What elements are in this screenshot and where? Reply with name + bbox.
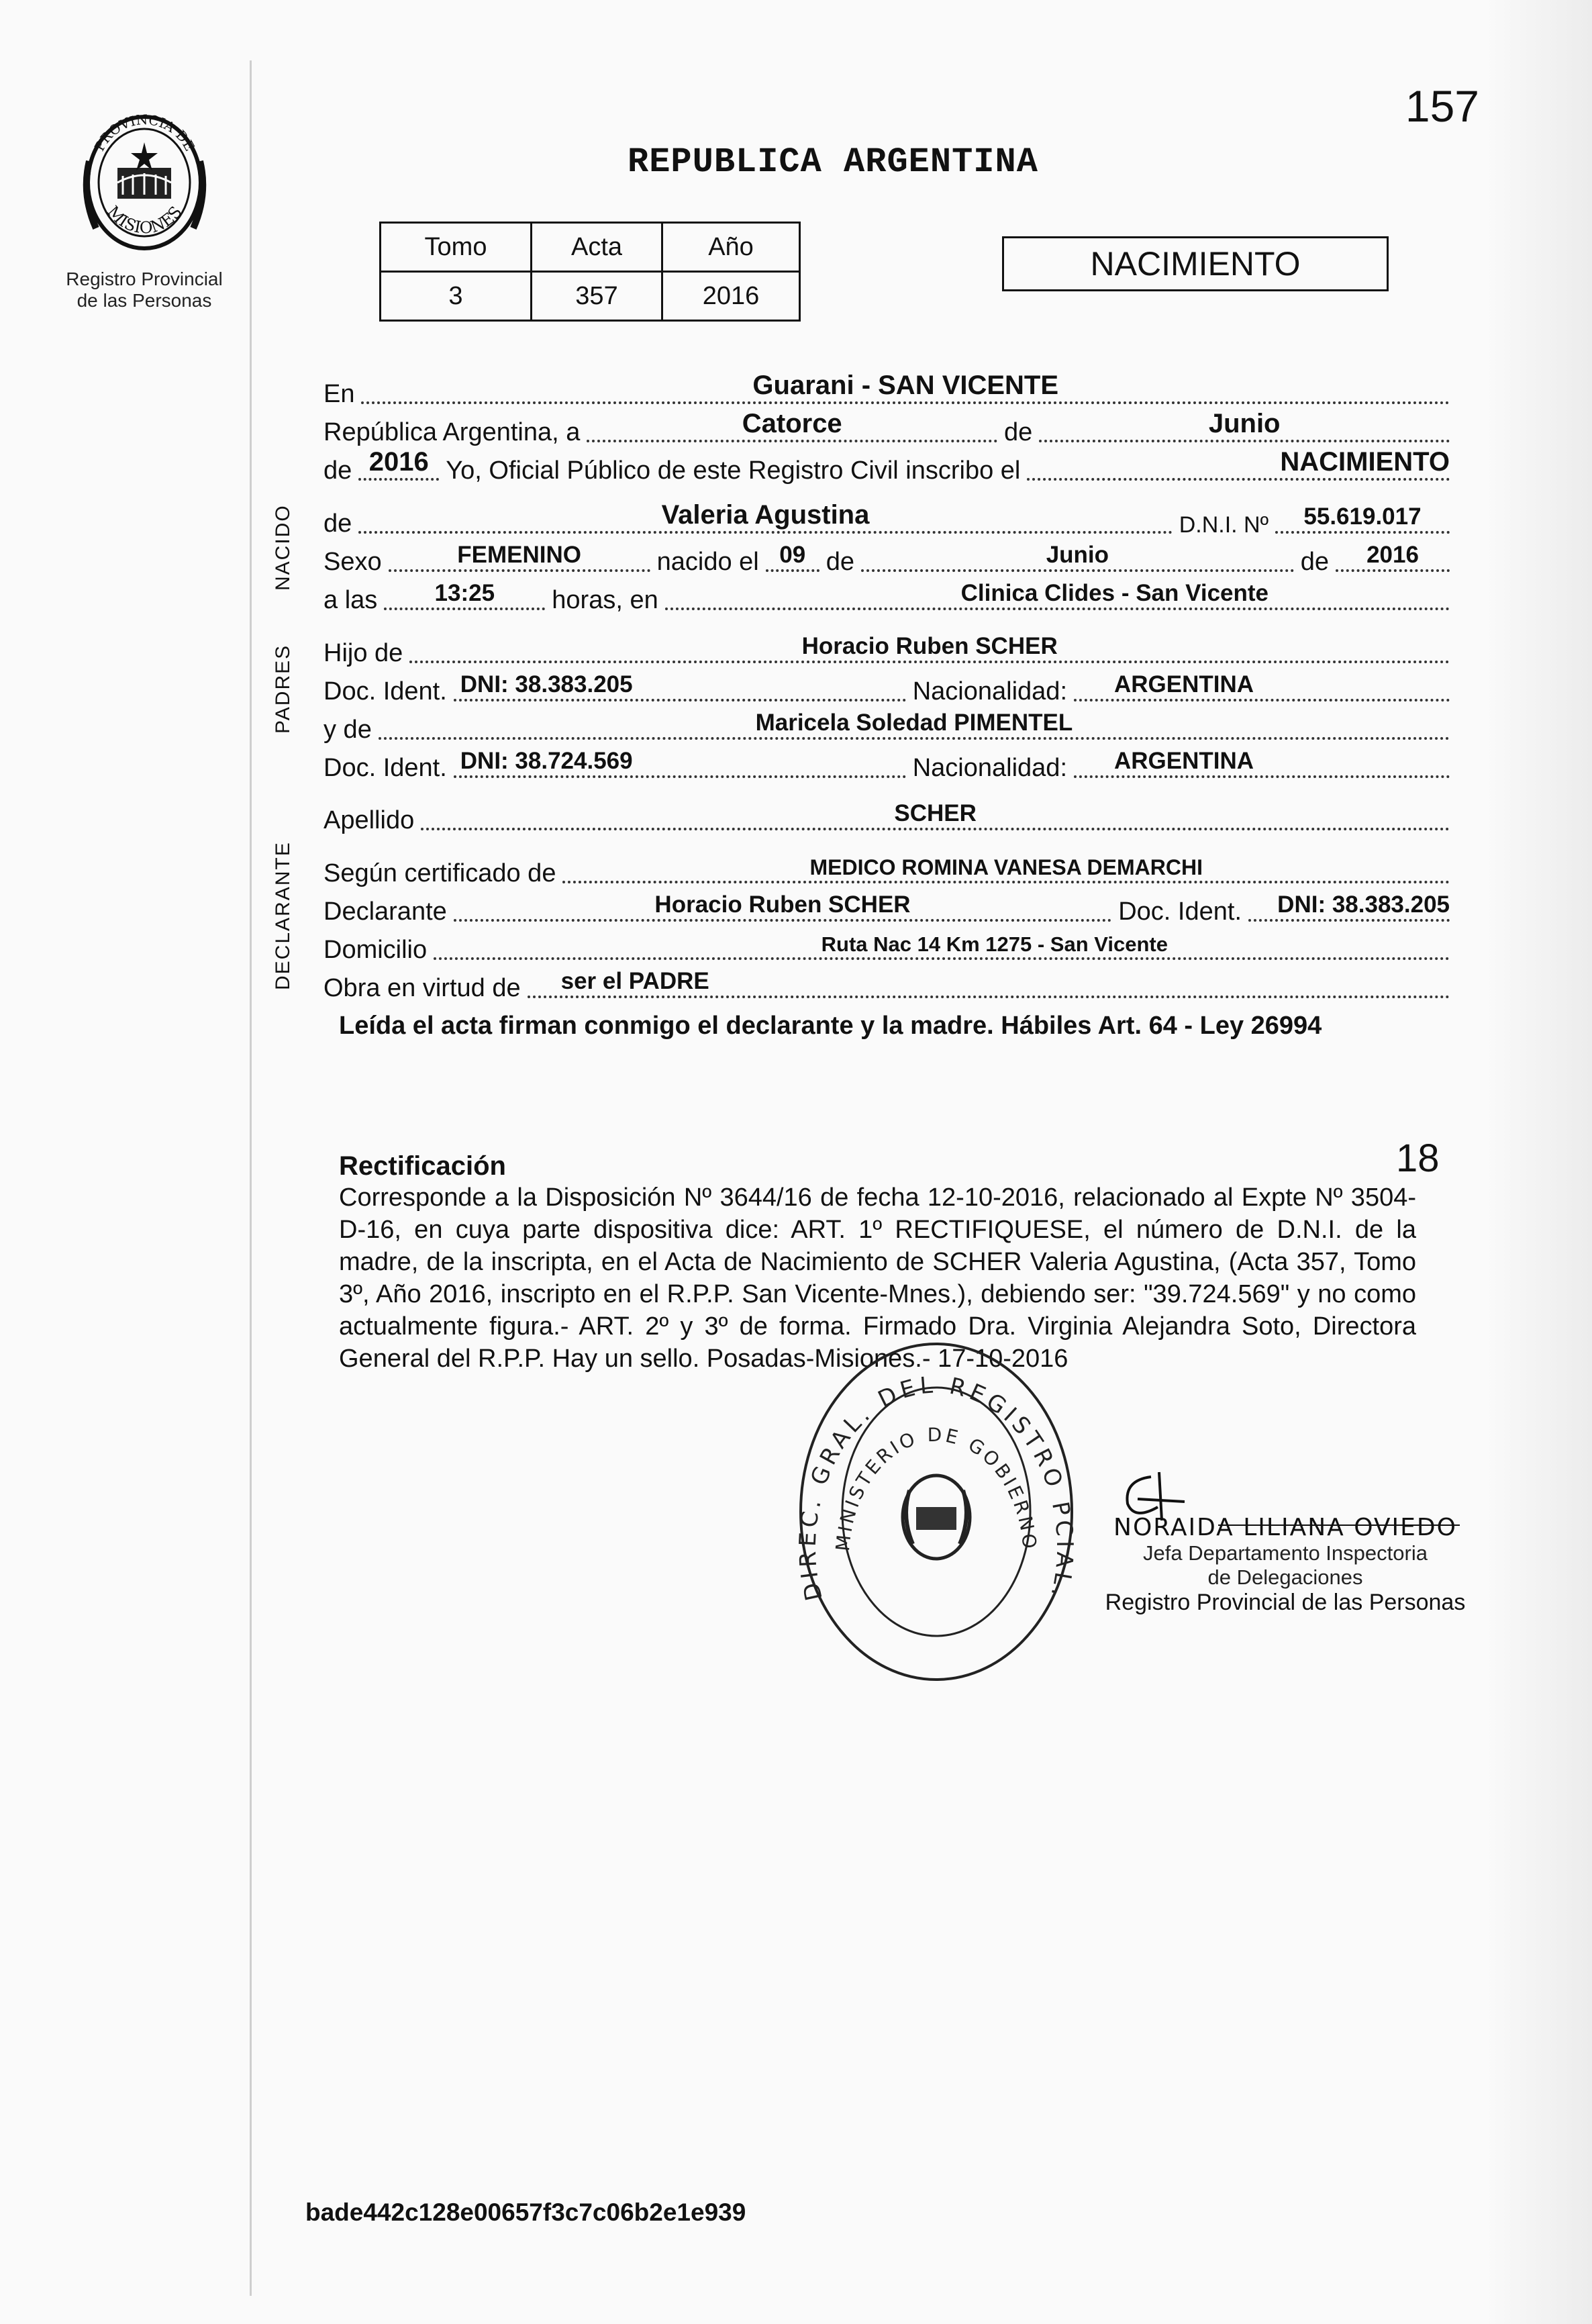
declarante-doc-label: Doc. Ident. xyxy=(1118,898,1242,926)
en-field xyxy=(361,371,1450,404)
certificado-field xyxy=(562,857,1450,883)
hijo-label: Hijo de xyxy=(324,639,403,667)
signer-department: de Delegaciones xyxy=(1207,1565,1363,1589)
official-stamp-icon xyxy=(789,1336,1084,1685)
section-label-declarante: DECLARANTE xyxy=(272,841,294,990)
inscribo-value: NACIMIENTO xyxy=(1280,447,1450,477)
form-row-domicilio xyxy=(324,926,1450,965)
hora-value: 13:25 xyxy=(434,580,495,606)
inscribo-label: Yo, Oficial Público de este Registro Civil inscribo el xyxy=(446,456,1021,485)
lugar-field xyxy=(665,580,1450,610)
mes-value: Junio xyxy=(1208,409,1281,438)
anio-value: 2016 xyxy=(662,272,800,321)
declarante-field xyxy=(454,891,1111,922)
nombre-field xyxy=(358,500,1172,534)
hora-field xyxy=(384,580,545,610)
madre-doc-value: DNI: 38.724.569 xyxy=(460,748,633,774)
svg-text:MINISTERIO DE GOBIERNO xyxy=(832,1424,1041,1552)
declarante-value: Horacio Ruben SCHER xyxy=(654,891,911,918)
padre-doc-label: Doc. Ident. xyxy=(324,677,447,706)
sexo-field xyxy=(389,542,650,572)
form-row-certificado xyxy=(324,850,1450,888)
sexo-label: Sexo xyxy=(324,548,382,576)
madre-doc-label: Doc. Ident. xyxy=(324,754,447,782)
nombre-value: Valeria Agustina xyxy=(661,500,870,530)
signature-rule xyxy=(1218,1524,1460,1526)
signer-name: NORAIDA LILIANA OVIEDO xyxy=(1113,1514,1457,1541)
seal-caption-line-1: Registro Provincial xyxy=(66,269,223,289)
record-table-header-row xyxy=(381,223,800,272)
padre-nac-field xyxy=(1074,671,1450,701)
padre-doc-value: DNI: 38.383.205 xyxy=(460,671,633,697)
form-row-inscribo xyxy=(324,447,1450,485)
form-row-padre xyxy=(324,630,1450,668)
dia-field xyxy=(587,409,997,442)
form-row-sexo xyxy=(324,538,1450,577)
record-type-box: NACIMIENTO xyxy=(1002,236,1389,291)
dni-value: 55.619.017 xyxy=(1303,503,1422,530)
apellido-value: SCHER xyxy=(894,800,977,826)
seal-caption-line-2: de las Personas xyxy=(77,290,212,311)
seal-bottom-text: MISIONES xyxy=(103,202,186,238)
acta-value: 357 xyxy=(532,272,662,321)
page-margin-line xyxy=(250,60,252,2296)
obra-value: ser el PADRE xyxy=(560,968,709,994)
domicilio-label: Domicilio xyxy=(324,936,428,964)
apellido-field xyxy=(421,800,1450,830)
segun-label: Según certificado de xyxy=(324,859,556,887)
page-edge-shadow xyxy=(1485,0,1592,2324)
domicilio-value: Ruta Nac 14 Km 1275 - San Vicente xyxy=(821,932,1168,956)
nacido-label: nacido el xyxy=(656,548,759,576)
yde-label: y de xyxy=(324,716,372,744)
document-title: REPUBLICA ARGENTINA xyxy=(628,142,1038,182)
stamp-inner-text: MINISTERIO DE GOBIERNO xyxy=(831,1423,1042,1553)
record-table xyxy=(379,222,801,322)
declarante-label: Declarante xyxy=(324,898,447,926)
nacido-mes-field xyxy=(861,542,1294,572)
anio-field xyxy=(358,447,439,481)
section-label-nacido: NACIDO xyxy=(272,504,294,591)
form-row-madre-doc xyxy=(324,744,1450,783)
nacido-anio-value: 2016 xyxy=(1366,542,1419,568)
madre-field xyxy=(379,710,1450,740)
obra-label: Obra en virtud de xyxy=(324,974,521,1002)
lugar-value: Clinica Clides - San Vicente xyxy=(960,580,1268,606)
padre-value: Horacio Ruben SCHER xyxy=(801,633,1058,659)
tomo-value: 3 xyxy=(381,272,532,321)
madre-nac-field xyxy=(1074,748,1450,778)
signer-role: Jefa Departamento Inspectoria xyxy=(1143,1541,1428,1565)
signature-block xyxy=(1097,1467,1473,1616)
form-row-nombre xyxy=(324,500,1450,538)
madre-nac-label: Nacionalidad: xyxy=(912,754,1067,782)
de-label: de xyxy=(1004,418,1033,446)
rectificacion-title: Rectificación xyxy=(339,1151,506,1181)
alas-label: a las xyxy=(324,586,378,614)
en-label: En xyxy=(324,380,355,408)
de-label-4: de xyxy=(826,548,855,576)
anio-value: 2016 xyxy=(368,447,429,477)
declarante-doc-value: DNI: 38.383.205 xyxy=(1277,891,1450,918)
padre-nac-label: Nacionalidad: xyxy=(912,677,1067,706)
form-row-madre xyxy=(324,706,1450,744)
dni-label: D.N.I. Nº xyxy=(1179,512,1268,538)
provincial-registry-logo xyxy=(60,101,228,311)
stamp-outer-text: DIREC. GRAL. DEL REGISTRO PCIAL. xyxy=(794,1371,1079,1604)
de-label-3: de xyxy=(324,510,352,538)
apellido-label: Apellido xyxy=(324,806,415,834)
document-hash: bade442c128e00657f3c7c06b2e1e939 xyxy=(305,2198,746,2226)
republica-label: República Argentina, a xyxy=(324,418,581,446)
sexo-value: FEMENINO xyxy=(457,542,581,568)
reading-note: Leída el acta firman conmigo el declarante y la madre. Hábiles Art. 64 - Ley 26994 xyxy=(339,1012,1322,1040)
misiones-seal-icon xyxy=(76,101,213,265)
svg-text:MISIONES xyxy=(103,202,186,237)
dia-value: Catorce xyxy=(742,409,842,438)
domicilio-field xyxy=(434,933,1450,960)
dni-field xyxy=(1275,503,1450,534)
svg-text:DIREC. GRAL. DEL REGISTRO PCIA xyxy=(795,1371,1079,1604)
form-row-hora xyxy=(324,577,1450,615)
form-row-apellido xyxy=(324,783,1450,835)
madre-value: Maricela Soledad PIMENTEL xyxy=(755,710,1073,736)
horas-label: horas, en xyxy=(552,586,658,614)
tomo-header: Tomo xyxy=(381,223,532,272)
form-row-en xyxy=(324,371,1450,409)
page-number: 157 xyxy=(1405,81,1479,131)
madre-doc-field xyxy=(454,748,906,778)
record-table-value-row xyxy=(381,272,800,321)
birth-record-form xyxy=(324,371,1450,1003)
padre-nac-value: ARGENTINA xyxy=(1114,671,1254,697)
de-label-2: de xyxy=(324,456,352,485)
padre-doc-field xyxy=(454,671,906,701)
obra-field xyxy=(528,968,1450,998)
declarante-doc-field xyxy=(1248,891,1450,922)
inscribo-field xyxy=(1027,447,1450,481)
form-row-padre-doc xyxy=(324,668,1450,706)
nacido-dia-value: 09 xyxy=(779,542,806,568)
rectificacion-number: 18 xyxy=(1396,1136,1440,1180)
section-label-padres: PADRES xyxy=(272,644,294,734)
nacido-mes-value: Junio xyxy=(1046,542,1109,568)
anio-header: Año xyxy=(662,223,800,272)
certificado-value: MEDICO ROMINA VANESA DEMARCHI xyxy=(809,855,1203,879)
padre-field xyxy=(409,633,1450,663)
en-value: Guarani - SAN VICENTE xyxy=(752,371,1059,400)
form-row-obra xyxy=(324,965,1450,1003)
seal-top-text: PROVINCIA DE xyxy=(91,111,198,154)
nacido-anio-field xyxy=(1336,542,1450,572)
madre-nac-value: ARGENTINA xyxy=(1114,748,1254,774)
signer-organization: Registro Provincial de las Personas xyxy=(1105,1590,1466,1615)
mes-field xyxy=(1039,409,1450,442)
form-row-republica xyxy=(324,409,1450,447)
rectificacion-body: Corresponde a la Disposición Nº 3644/16 de fecha 12-10-2016, relacionado al Expte Nº 3504-D-16, en cuya parte dispositiva dice: ART. 1º RECTIFIQUESE, el número de D.N.I. de la madre, de la inscripta, en el Acta de Nacimiento de SCHER Valeria Agustina, (Acta 357, Tomo 3º, Año 2016, inscripto en el R.P.P. San Vicente-Mnes.), debiendo ser: "39.724.569" y no como actualmente figura.- ART. 2º y 3º de forma. Firmado Dra. Virginia Alejandra Soto, Directora General del R.P.P. Hay un sello. Posadas-Misiones.- 17-10-2016 xyxy=(339,1183,1416,1373)
acta-header: Acta xyxy=(532,223,662,272)
form-row-declarante xyxy=(324,888,1450,926)
de-label-5: de xyxy=(1300,548,1329,576)
nacido-dia-field xyxy=(766,542,819,572)
